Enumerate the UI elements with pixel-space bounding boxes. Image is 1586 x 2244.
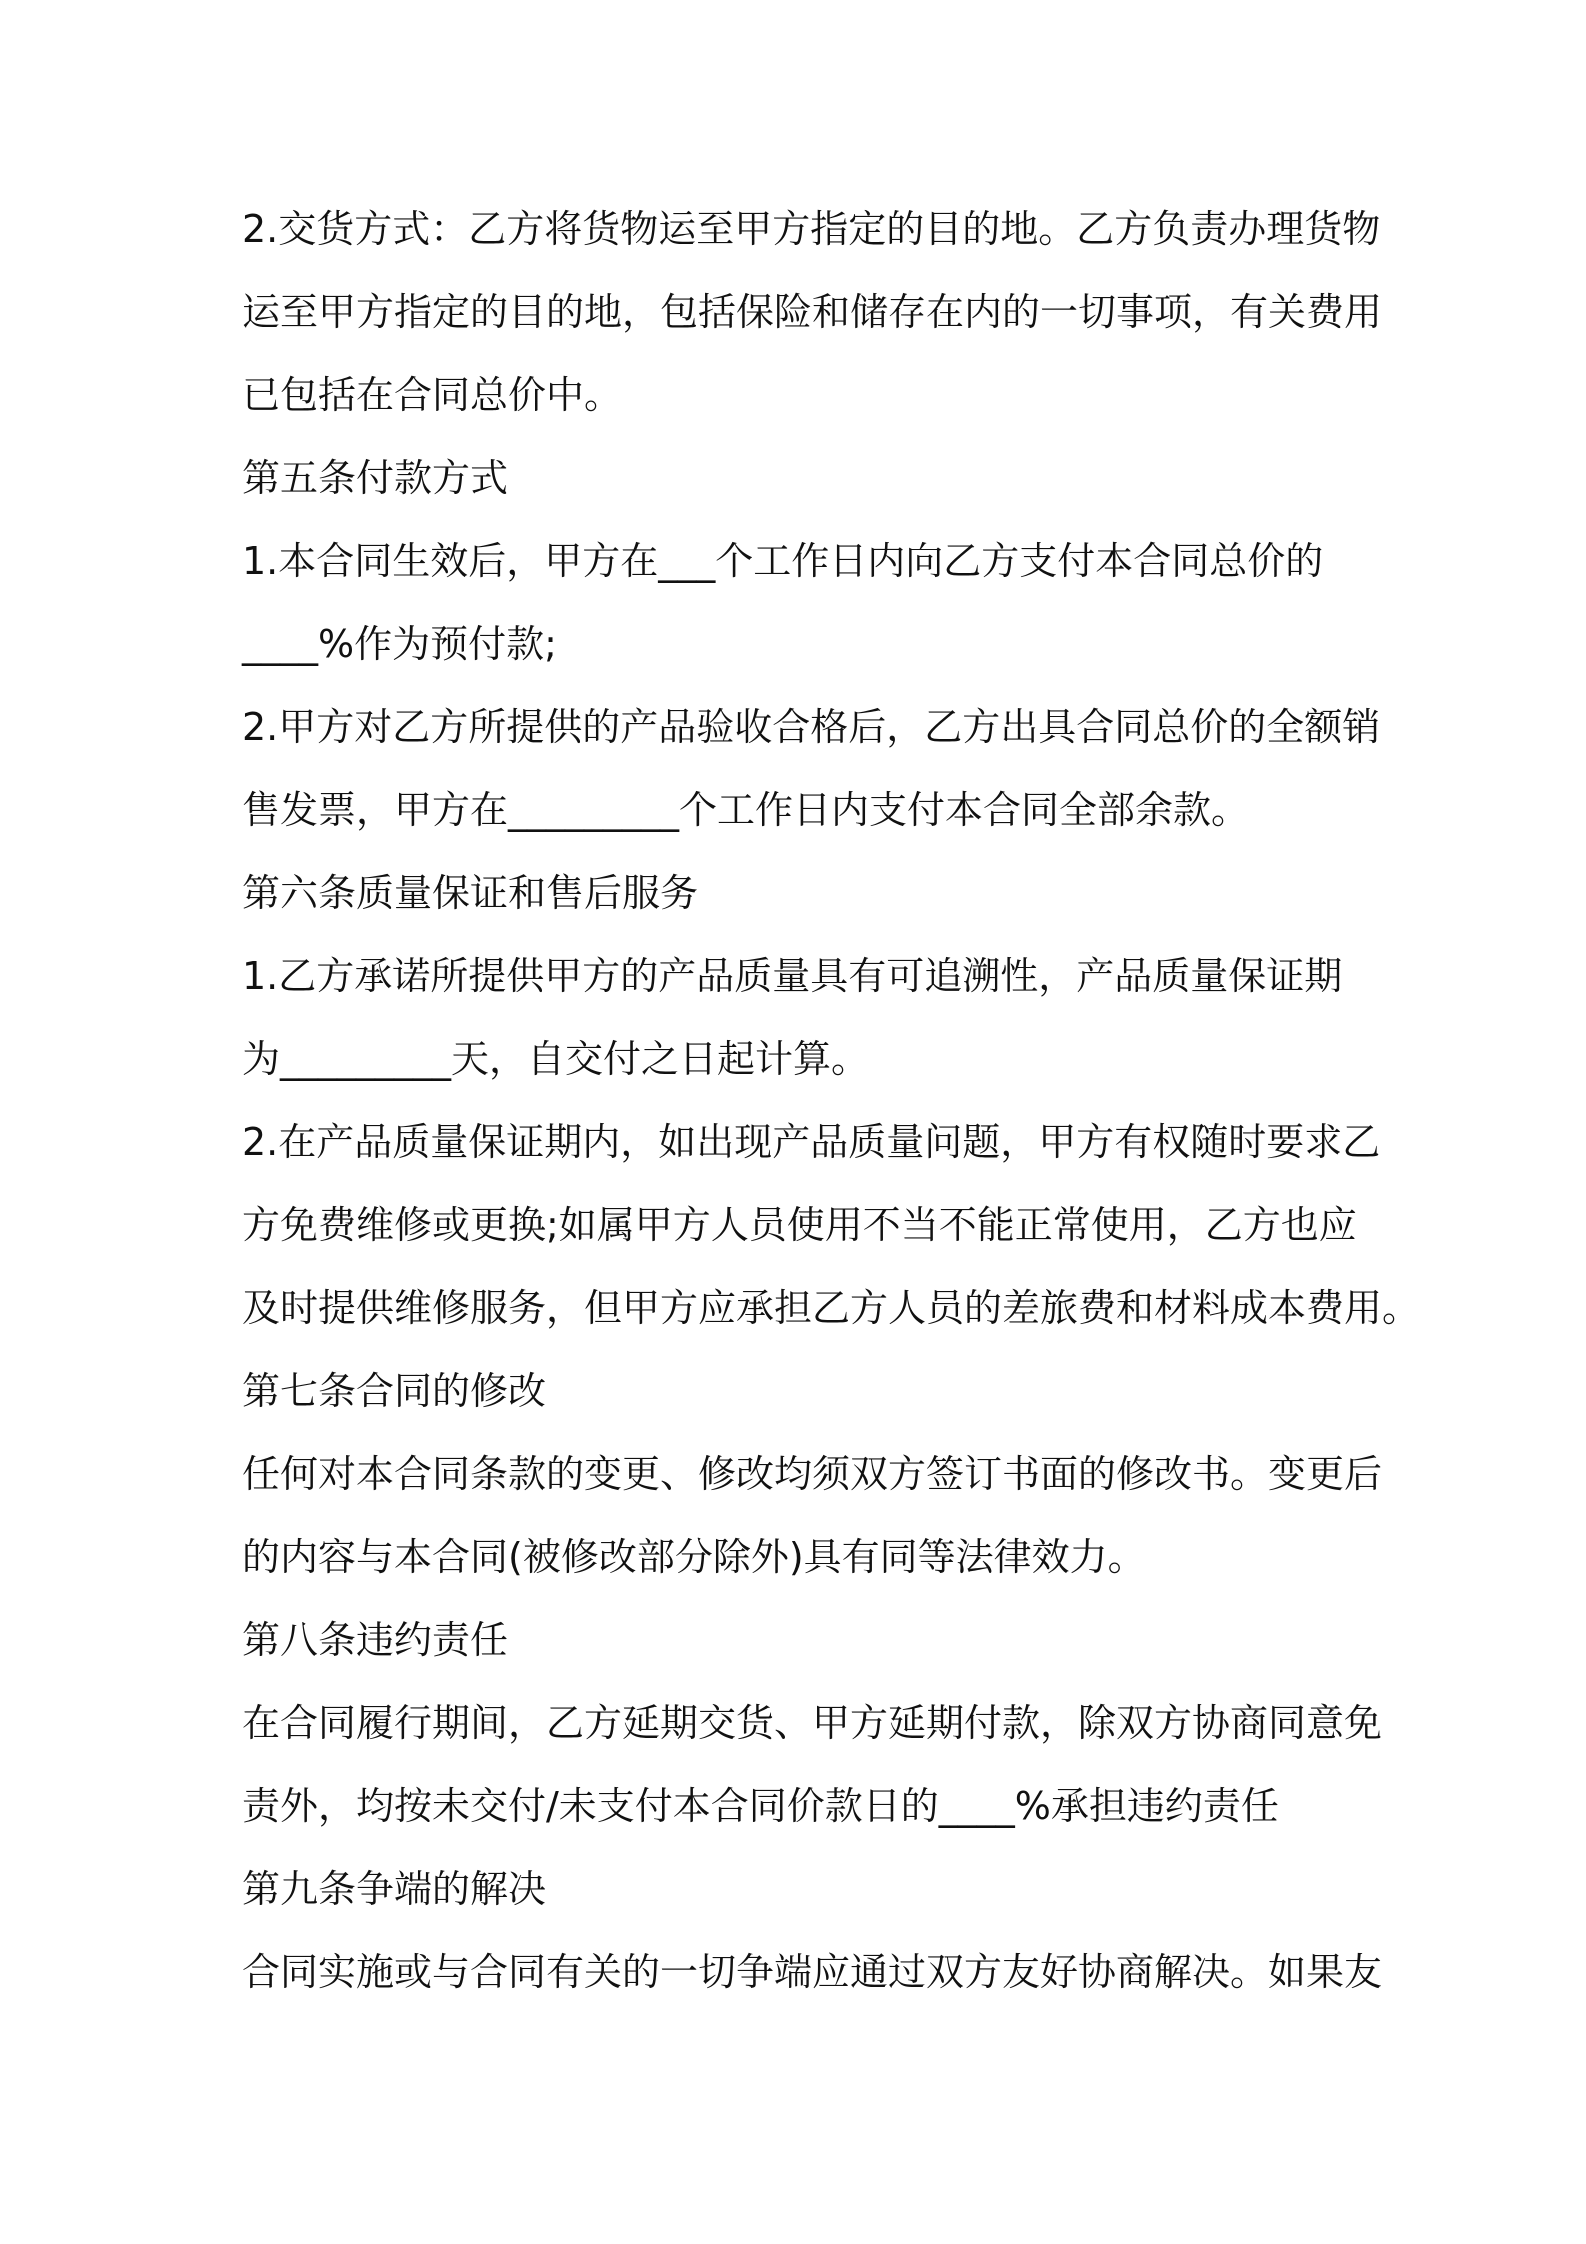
clause-4-item-2-line-1: 2.交货方式：乙方将货物运至甲方指定的目的地。乙方负责办理货物 bbox=[242, 207, 1381, 251]
clause-9-heading: 第九条争端的解决 bbox=[242, 1867, 547, 1911]
clause-8-heading: 第八条违约责任 bbox=[242, 1618, 509, 1662]
clause-6-item-2-line-1: 2.在产品质量保证期内，如出现产品质量问题，甲方有权随时要求乙 bbox=[242, 1120, 1381, 1164]
clause-7-body-line-2: 的内容与本合同(被修改部分除外)具有同等法律效力。 bbox=[242, 1535, 1146, 1579]
clause-6-item-2-line-2: 方免费维修或更换;如属甲方人员使用不当不能正常使用，乙方也应 bbox=[242, 1203, 1357, 1247]
clause-4-item-2-line-2: 运至甲方指定的目的地，包括保险和储存在内的一切事项，有关费用 bbox=[242, 290, 1383, 334]
clause-5-item-1-line-1: 1.本合同生效后，甲方在___个工作日内向乙方支付本合同总价的 bbox=[242, 539, 1324, 583]
clause-7-heading: 第七条合同的修改 bbox=[242, 1369, 547, 1413]
clause-5-heading: 第五条付款方式 bbox=[242, 456, 509, 500]
clause-6-item-1-line-2: 为_________天，自交付之日起计算。 bbox=[242, 1037, 870, 1081]
clause-9-body-line-1: 合同实施或与合同有关的一切争端应通过双方友好协商解决。如果友 bbox=[242, 1950, 1383, 1994]
clause-8-body-line-1: 在合同履行期间，乙方延期交货、甲方延期付款，除双方协商同意免 bbox=[242, 1701, 1383, 1745]
clause-5-item-2-line-2: 售发票，甲方在_________个工作日内支付本合同全部余款。 bbox=[242, 788, 1250, 832]
clause-6-heading: 第六条质量保证和售后服务 bbox=[242, 871, 699, 915]
clause-6-item-1-line-1: 1.乙方承诺所提供甲方的产品质量具有可追溯性，产品质量保证期 bbox=[242, 954, 1343, 998]
clause-7-body-line-1: 任何对本合同条款的变更、修改均须双方签订书面的修改书。变更后 bbox=[242, 1452, 1383, 1496]
clause-6-item-2-line-3: 及时提供维修服务，但甲方应承担乙方人员的差旅费和材料成本费用。 bbox=[242, 1286, 1421, 1330]
clause-8-body-line-2: 责外，均按未交付/未支付本合同价款日的____%承担违约责任 bbox=[242, 1784, 1279, 1828]
clause-5-item-1-line-2: ____%作为预付款; bbox=[242, 622, 557, 666]
clause-4-item-2-line-3: 已包括在合同总价中。 bbox=[242, 373, 623, 417]
clause-5-item-2-line-1: 2.甲方对乙方所提供的产品验收合格后，乙方出具合同总价的全额销 bbox=[242, 705, 1381, 749]
